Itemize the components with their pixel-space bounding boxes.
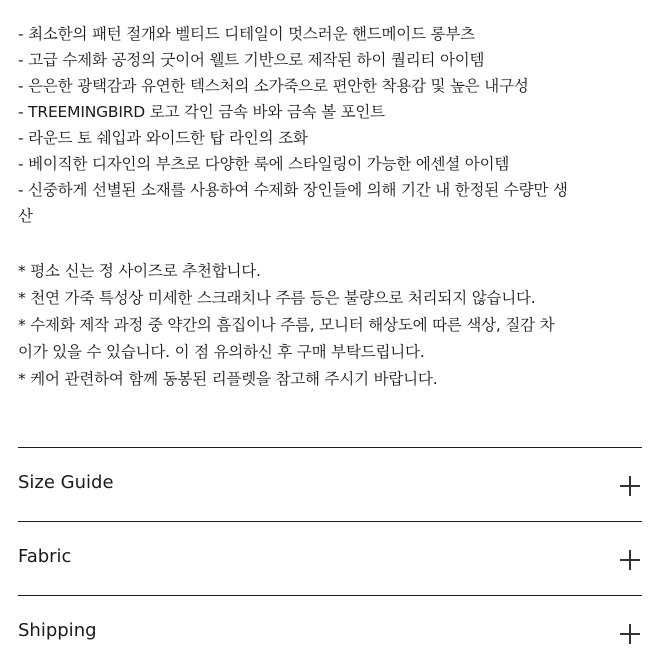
plus-icon[interactable] bbox=[620, 550, 640, 570]
accordion-shipping-label: Shipping bbox=[18, 620, 97, 641]
note-line: * 평소 신는 정 사이즈로 추천합니다. bbox=[18, 262, 261, 280]
note-line: * 천연 가죽 특성상 미세한 스크래치나 주름 등은 불량으로 처리되지 않습니다. bbox=[18, 289, 536, 307]
note-line: * 케어 관련하여 함께 동봉된 리플렛을 참고해 주시기 바랍니다. bbox=[18, 370, 438, 388]
product-description bbox=[18, 21, 648, 229]
description-line: - TREEMINGBIRD 로고 각인 금속 바와 금속 볼 포인트 bbox=[18, 103, 385, 121]
product-notes bbox=[18, 258, 648, 393]
description-line: - 라운드 토 쉐입과 와이드한 탑 라인의 조화 bbox=[18, 129, 308, 147]
description-line: - 최소한의 패턴 절개와 벨티드 디테일이 멋스러운 핸드메이드 롱부츠 bbox=[18, 25, 475, 43]
description-line: - 신중하게 선별된 소재를 사용하여 수제화 장인들에 의해 기간 내 한정된 수량만 생 bbox=[18, 181, 568, 199]
description-line: - 베이직한 디자인의 부츠로 다양한 룩에 스타일링이 가능한 에센셜 아이템 bbox=[18, 155, 510, 173]
accordion-fabric-label: Fabric bbox=[18, 546, 72, 567]
description-line: 산 bbox=[18, 207, 33, 225]
note-line: 이가 있을 수 있습니다. 이 점 유의하신 후 구매 부탁드립니다. bbox=[18, 343, 425, 361]
accordion-size-guide[interactable] bbox=[18, 447, 642, 521]
accordion-shipping[interactable] bbox=[18, 595, 642, 669]
description-line: - 고급 수제화 공정의 굿이어 웰트 기반으로 제작된 하이 퀄리티 아이템 bbox=[18, 51, 485, 69]
description-line: - 은은한 광택감과 유연한 텍스처의 소가죽으로 편안한 착용감 및 높은 내구성 bbox=[18, 77, 529, 95]
plus-icon[interactable] bbox=[620, 476, 640, 496]
note-line: * 수제화 제작 과정 중 약간의 흠집이나 주름, 모니터 해상도에 따른 색상, 질감 차 bbox=[18, 316, 555, 334]
accordion-fabric[interactable] bbox=[18, 521, 642, 595]
plus-icon[interactable] bbox=[620, 624, 640, 644]
info-accordion bbox=[18, 447, 642, 669]
accordion-size-guide-label: Size Guide bbox=[18, 472, 114, 493]
